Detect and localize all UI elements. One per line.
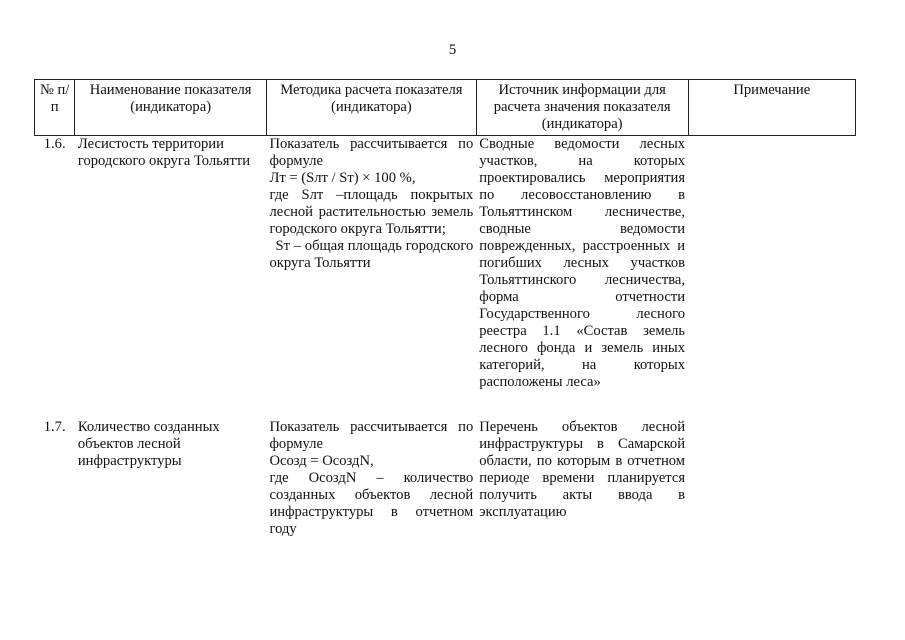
method-formula: Лт = (Sлт / Sт) × 100 %, xyxy=(269,170,416,186)
row-source: Перечень объектов лесной инфраструктуры в Самарской области, по которым в отчетном периоде времени планируется получить акты ввода в эксплуатацию xyxy=(479,419,686,520)
row-num: 1.7. xyxy=(43,419,66,435)
method-definition: где Sлт –площадь покрытых лесной растительностью земель городского округа Тольятти; xyxy=(269,187,474,237)
header-source: Источник информации для расчета значения показателя (индикатора) xyxy=(476,80,688,136)
row-source: Сводные ведомости лесных участков, на которых проектировались мероприятия по лесовосстановлению в Тольяттинском лесничестве, сводные ведомости поврежденных, расстроенных и погибших лесных участков Тольяттинского лесничества, форма отчетности Государственного лесного реестра 1.1 «Состав земель лесного фонда и земель иных категорий, на которых расположены леса» xyxy=(479,136,686,390)
table-row xyxy=(35,419,856,538)
row-note xyxy=(688,136,855,392)
table-row xyxy=(35,136,856,392)
method-definition: где ОсоздN – количество созданных объектов лесной инфраструктуры в отчетном году xyxy=(269,470,474,537)
header-num: № п/п xyxy=(35,80,75,136)
row-spacer xyxy=(35,391,856,419)
header-name: Наименование показателя (индикатора) xyxy=(75,80,267,136)
method-intro: Показатель рассчитывается по формуле xyxy=(269,419,474,452)
row-method xyxy=(266,136,476,392)
table-header-row xyxy=(35,80,856,136)
row-note xyxy=(688,419,855,538)
method-definition-2: Sт – общая площадь городского округа Тольятти xyxy=(269,238,474,271)
method-formula: Осозд = ОсоздN, xyxy=(269,453,374,469)
row-num: 1.6. xyxy=(43,136,66,152)
row-method xyxy=(266,419,476,538)
page-number: 5 xyxy=(448,42,457,58)
header-note: Примечание xyxy=(688,80,855,136)
row-name: Количество созданных объектов лесной инфраструктуры xyxy=(77,419,220,469)
indicator-table xyxy=(34,79,856,538)
method-intro: Показатель рассчитывается по формуле xyxy=(269,136,474,169)
header-method: Методика расчета показателя (индикатора) xyxy=(266,80,476,136)
row-name: Лесистость территории городского округа Тольятти xyxy=(77,136,251,169)
